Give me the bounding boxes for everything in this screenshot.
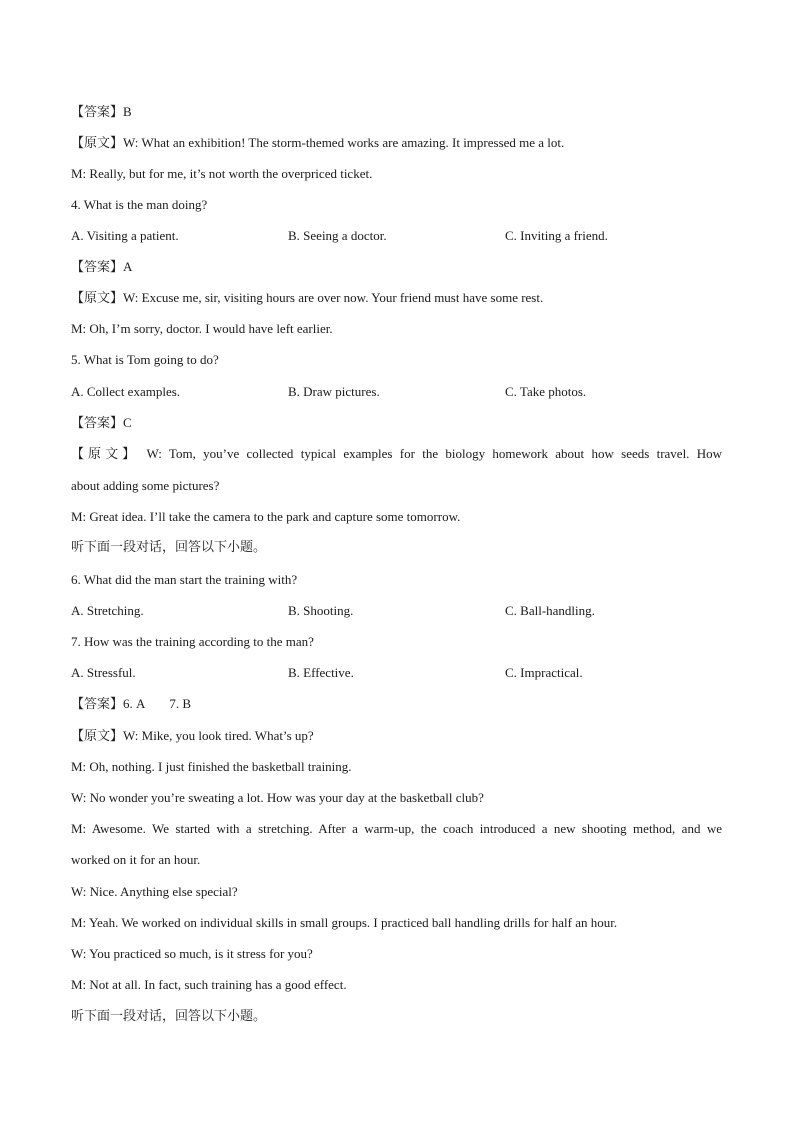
transcript-tag: 【原文】	[71, 447, 140, 462]
transcript-line: M: Oh, nothing. I just finished the basketball training.	[71, 759, 352, 774]
transcript-tag: 【原文】	[71, 729, 124, 744]
transcript-text: W: Tom, you’ve collected typical examples for the biology homework about how seeds travel. How	[146, 446, 722, 461]
answer-value: 6. A	[123, 696, 146, 711]
transcript-tag: 【原文】	[71, 291, 124, 306]
answer-tag: 【答案】	[71, 105, 124, 120]
question-4: 4. What is the man doing?	[71, 197, 208, 212]
option-a: A. Visiting a patient.	[71, 228, 179, 243]
transcript-line: M: Really, but for me, it’s not worth the overpriced ticket.	[71, 166, 373, 181]
transcript-line	[71, 290, 543, 307]
transcript-line: W: Nice. Anything else special?	[71, 884, 238, 899]
option-a: A. Collect examples.	[71, 384, 181, 399]
transcript-tag: 【原文】	[71, 136, 124, 151]
option-c: C. Take photos.	[505, 384, 587, 399]
answer-tag: 【答案】	[71, 416, 124, 431]
transcript-line: M: Yeah. We worked on individual skills in small groups. I practiced ball handling drills for half an hour.	[71, 915, 618, 930]
transcript-line: about adding some pictures?	[71, 478, 220, 493]
transcript-text: W: What an exhibition! The storm-themed works are amazing. It impressed me a lot.	[123, 135, 565, 150]
option-b: B. Shooting.	[288, 603, 354, 618]
question-6: 6. What did the man start the training with?	[71, 572, 298, 587]
answer-tag: 【答案】	[71, 260, 124, 275]
section-instruction: 听下面一段对话，回答以下小题。	[71, 540, 267, 555]
answer-value: A	[123, 259, 133, 274]
section-instruction: 听下面一段对话，回答以下小题。	[71, 1009, 267, 1024]
option-c: C. Impractical.	[505, 665, 583, 680]
answer-tag: 【答案】	[71, 697, 124, 712]
answer-value: B	[123, 104, 132, 119]
transcript-line: W: No wonder you’re sweating a lot. How was your day at the basketball club?	[71, 790, 484, 805]
question-5: 5. What is Tom going to do?	[71, 352, 219, 367]
answer-value: 7. B	[169, 696, 192, 711]
transcript-text: W: Mike, you look tired. What’s up?	[123, 728, 314, 743]
transcript-line: M: Great idea. I’ll take the camera to the park and capture some tomorrow.	[71, 509, 461, 524]
transcript-line: W: You practiced so much, is it stress for you?	[71, 946, 313, 961]
option-a: A. Stretching.	[71, 603, 144, 618]
transcript-line: M: Not at all. In fact, such training has a good effect.	[71, 977, 347, 992]
option-b: B. Effective.	[288, 665, 354, 680]
transcript-line: worked on it for an hour.	[71, 852, 201, 867]
transcript-line: M: Oh, I’m sorry, doctor. I would have left earlier.	[71, 321, 333, 336]
answer-line-q4	[71, 259, 132, 276]
option-b: B. Draw pictures.	[288, 384, 380, 399]
option-a: A. Stressful.	[71, 665, 136, 680]
question-7: 7. How was the training according to the man?	[71, 634, 314, 649]
transcript-line	[71, 135, 564, 152]
answer-line-q6-q7	[71, 696, 191, 713]
option-c: C. Ball-handling.	[505, 603, 595, 618]
transcript-text: W: Excuse me, sir, visiting hours are over now. Your friend must have some rest.	[123, 290, 544, 305]
answer-value: C	[123, 415, 132, 430]
answer-line-q3	[71, 104, 132, 121]
option-b: B. Seeing a doctor.	[288, 228, 387, 243]
transcript-line: M: Awesome. We started with a stretching. After a warm-up, the coach introduced a new shooting method, and we	[71, 821, 722, 836]
transcript-line	[71, 446, 722, 463]
answer-line-q5	[71, 415, 132, 432]
option-c: C. Inviting a friend.	[505, 228, 608, 243]
transcript-line	[71, 728, 314, 745]
